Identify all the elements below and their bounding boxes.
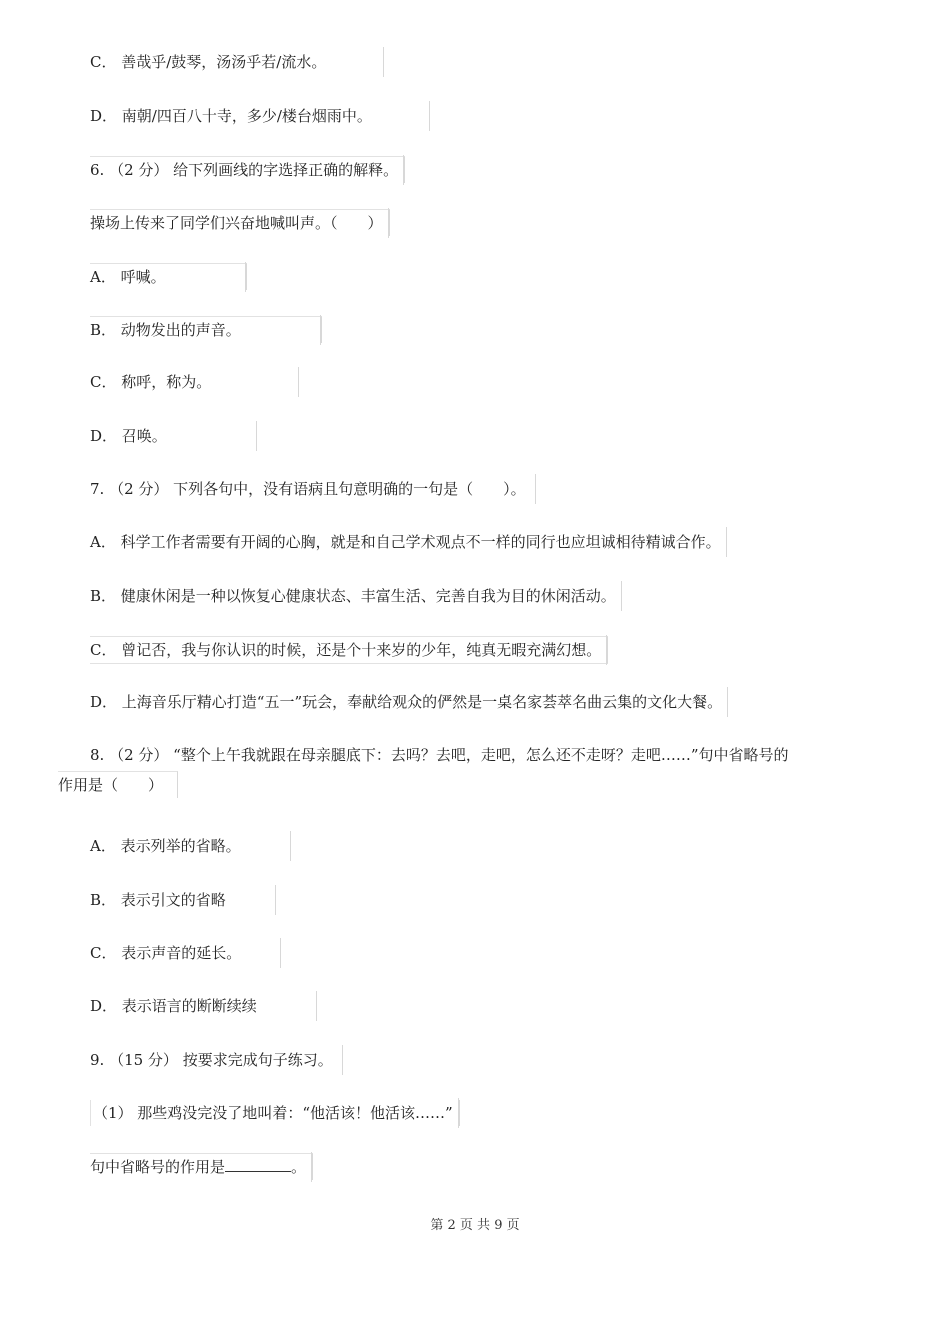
q9-sub1-answer-line bbox=[90, 1153, 313, 1179]
q8-stem bbox=[58, 742, 898, 798]
q6-option-d: D． 召唤。 bbox=[90, 423, 257, 449]
q9-sub1-prompt: 句中省略号的作用是 bbox=[90, 1158, 226, 1176]
q8-option-b: B． 表示引文的省略 bbox=[90, 887, 276, 913]
q7-stem: 7. （2 分） 下列各句中，没有语病且句意明确的一句是（ ）。 bbox=[90, 476, 536, 502]
q7-option-a: A． 科学工作者需要有开阔的心胸，就是和自己学术观点不一样的同行也应坦诚相待精诚合作。 bbox=[90, 529, 727, 555]
page-footer: 第 2 页 共 9 页 bbox=[430, 1218, 520, 1233]
q9-sub1: （1） 那些鸡没完没了地叫着：“他活该！他活该……” bbox=[90, 1100, 460, 1126]
q7-option-c: C． 曾记否，我与你认识的时候，还是个十来岁的少年，纯真无暇充满幻想。 bbox=[90, 636, 608, 662]
q6-option-b: B． 动物发出的声音。 bbox=[90, 316, 322, 342]
answer-blank[interactable] bbox=[225, 1157, 291, 1172]
q6-stem: 6. （2 分） 给下列画线的字选择正确的解释。 bbox=[90, 156, 405, 182]
q5-option-d: D． 南朝/四百八十寺，多少/楼台烟雨中。 bbox=[90, 103, 430, 129]
q6-option-a: A． 呼喊。 bbox=[90, 263, 247, 289]
q6-sentence: 操场上传来了同学们兴奋地喊叫声。（ ） bbox=[90, 209, 390, 235]
q8-stem-line1: 8. （2 分） “整个上午我就跟在母亲腿底下：去吗？去吧，走吧，怎么还不走呀？走吧……”句中省略号的 bbox=[90, 746, 789, 764]
q9-sub1-end: 。 bbox=[291, 1158, 307, 1176]
q9-stem: 9. （15 分） 按要求完成句子练习。 bbox=[90, 1047, 343, 1073]
q6-option-c: C． 称呼，称为。 bbox=[90, 369, 299, 395]
q7-option-b: B． 健康休闲是一种以恢复心健康状态、丰富生活、完善自我为目的休闲活动。 bbox=[90, 583, 622, 609]
q8-option-a: A． 表示列举的省略。 bbox=[90, 833, 291, 859]
q8-stem-line2: 作用是（ ） bbox=[58, 771, 178, 798]
q7-option-d: D． 上海音乐厅精心打造“五一”玩会，奉献给观众的俨然是一桌名家荟萃名曲云集的文化大餐。 bbox=[90, 689, 728, 715]
q8-option-c: C． 表示声音的延长。 bbox=[90, 940, 281, 966]
q8-option-d: D． 表示语言的断断续续 bbox=[90, 993, 317, 1019]
q5-option-c: C． 善哉乎/鼓琴，汤汤乎若/流水。 bbox=[90, 49, 384, 75]
